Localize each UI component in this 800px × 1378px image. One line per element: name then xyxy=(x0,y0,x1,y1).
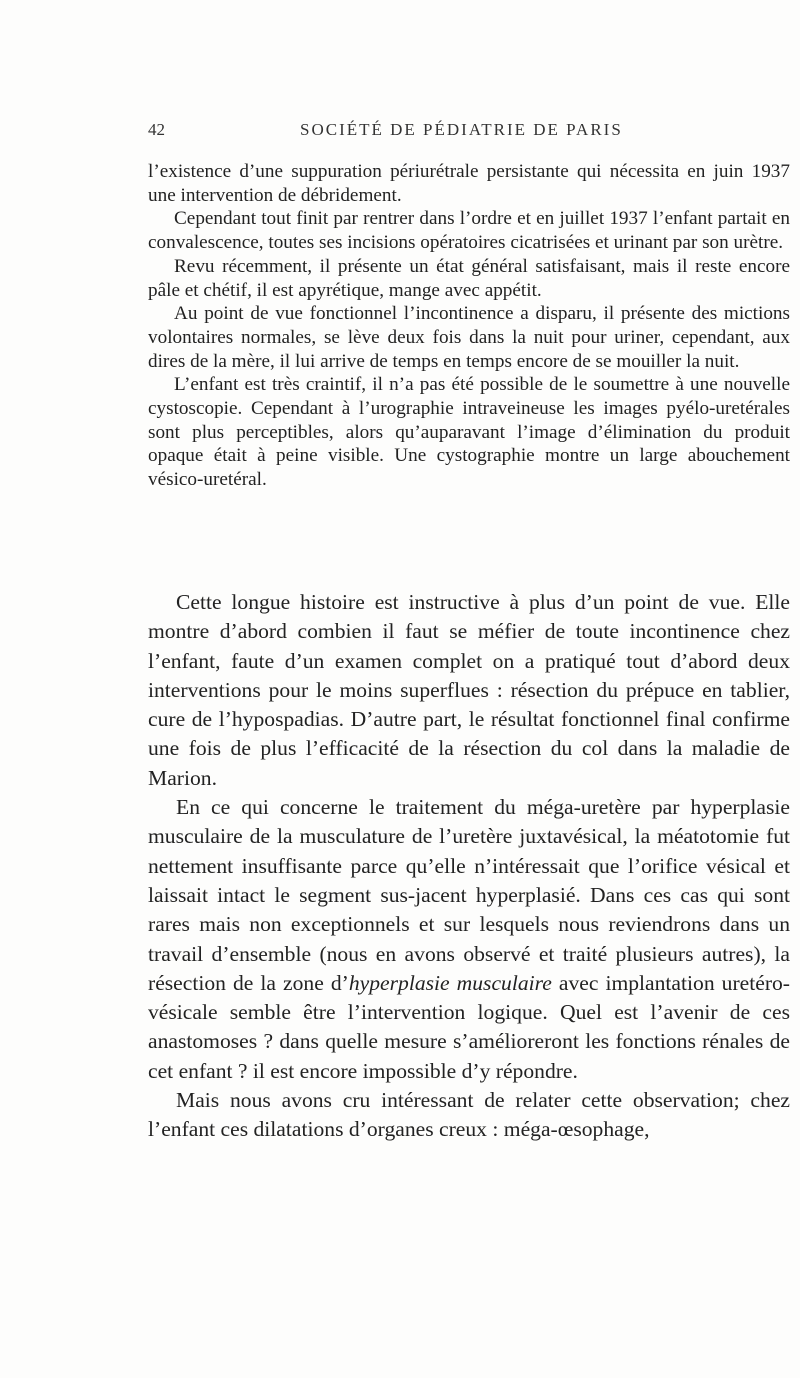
discussion-text xyxy=(148,588,790,1145)
discussion-paragraph xyxy=(148,793,790,1086)
discussion-paragraph: Cette longue histoire est instructive à plus d’un point de vue. Elle montre d’abord combien il faut se méfier de toute incontinence chez l’enfant, faute d’un examen complet on a pratiqué tout d’abord deux interventions pour le moins superflues : résection du prépuce en tablier, cure de l’hypospadias. D’autre part, le résultat fonctionnel final confirme une fois de plus l’efficacité de la résection du col dans la maladie de Marion. xyxy=(148,590,790,790)
text-run: En ce qui concerne le traitement du méga-uretère par hyperplasie musculaire de la musculature de l’uretère juxtavésical, la méatotomie fut nettement insuffisante parce qu’elle n’intéressait que l’orifice vésical et laissait intact le segment sus-jacent hyperplasié. Dans ces cas qui sont rares mais non exceptionnels et sur lesquels nous reviendrons dans un travail d’ensemble (nous en avons observé et traité plusieurs autres), la résection de la zone d’ xyxy=(148,795,790,995)
page-number: 42 xyxy=(148,120,165,139)
journal-title: SOCIÉTÉ DE PÉDIATRIE DE PARIS xyxy=(300,120,623,139)
case-paragraph: l’existence d’une suppuration périurétrale persistante qui nécessita en juin 1937 une intervention de débridement. xyxy=(148,161,790,206)
italic-term: hyperplasie musculaire xyxy=(348,970,552,995)
case-paragraph: Cependant tout finit par rentrer dans l’ordre et en juillet 1937 l’enfant partait en convalescence, toutes ses incisions opératoires cicatrisées et urinant par son urètre. xyxy=(148,208,790,254)
text-run: avec implantation uretéro-vésicale semble être l’intervention logique. Quel est l’avenir de ces anastomoses ? dans quelle mesure s’amélioreront les fonctions rénales de cet enfant ? il est encore impossible d’y répondre. xyxy=(148,970,790,1083)
running-header xyxy=(148,120,638,150)
case-report-text xyxy=(148,160,790,492)
discussion-paragraph: Mais nous avons cru intéressant de relater cette observation; chez l’enfant ces dilatations d’organes creux : méga-œsophage, xyxy=(148,1088,790,1142)
case-paragraph: Revu récemment, il présente un état général satisfaisant, mais il reste encore pâle et chétif, il est apyrétique, mange avec appétit. xyxy=(148,255,790,301)
case-paragraph: Au point de vue fonctionnel l’incontinence a disparu, il présente des mictions volontaires normales, se lève deux fois dans la nuit pour uriner, cependant, aux dires de la mère, il lui arrive de temps en temps encore de se mouiller la nuit. xyxy=(148,303,790,372)
case-paragraph: L’enfant est très craintif, il n’a pas été possible de le soumettre à une nouvelle cystoscopie. Cependant à l’urographie intraveineuse les images pyélo-uretérales sont plus perceptibles, alors qu’auparavant l’image d’élimination du produit opaque était à peine visible. Une cystographie montre un large abouchement vésico-uretéral. xyxy=(148,374,790,491)
